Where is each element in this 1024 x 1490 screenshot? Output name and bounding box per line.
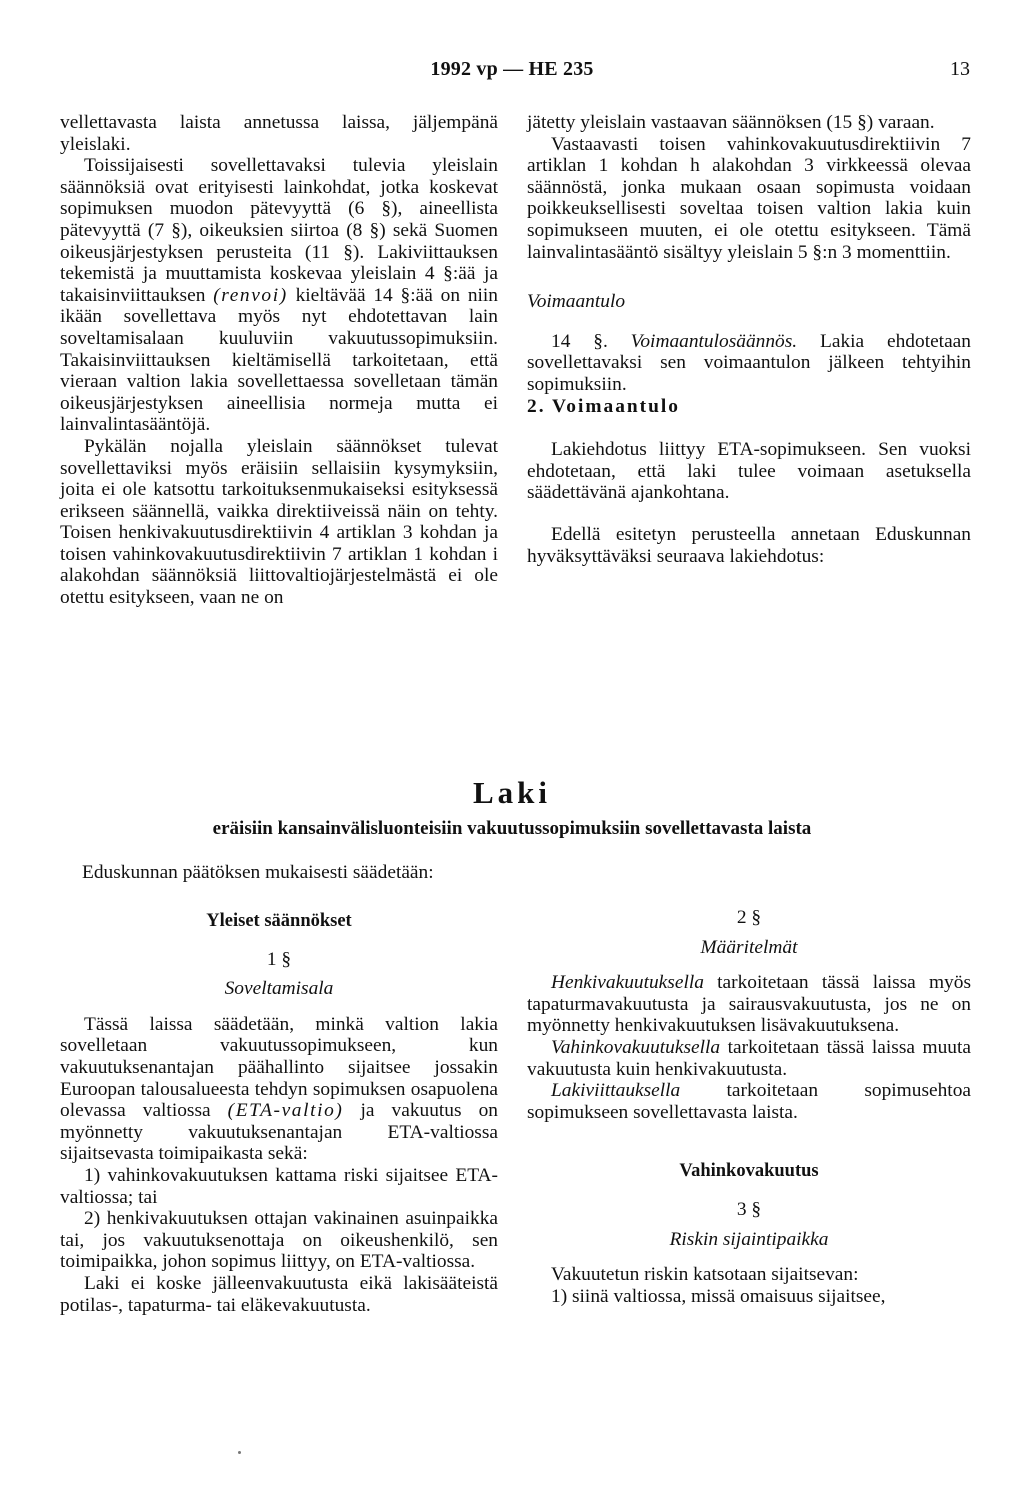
paragraph: Edellä esitetyn perusteella annetaan Eduskunnan hyväksyttäväksi seuraava lakiehdotus: bbox=[527, 523, 971, 567]
column-lower-right bbox=[527, 905, 971, 1307]
renvoi-term: (renvoi) bbox=[213, 284, 288, 306]
section-heading-title: Voimaantulo bbox=[552, 395, 681, 417]
scan-speck bbox=[238, 1451, 241, 1454]
defined-term: Henkivakuutuksella bbox=[551, 972, 704, 994]
section-number: 14 §. bbox=[551, 330, 631, 352]
chapter-heading: Yleiset säännökset bbox=[206, 911, 352, 931]
definition-paragraph bbox=[527, 1037, 971, 1080]
law-subtitle: eräisiin kansainvälisluonteisiin vakuutussopimuksiin sovellettavasta laista bbox=[212, 818, 812, 839]
defined-term: Vahinkovakuutuksella bbox=[551, 1036, 721, 1058]
text-run: tarkoitetaan sopimusehtoa sopimukseen sovellettavasta laista. bbox=[527, 1080, 971, 1123]
text-run: Tässä laissa säädetään, minkä valtion lakia sovelletaan vakuutussopimukseen, kun vakuutuksenantajan päähallinto sijaitsee jossakin Euroopan talousalueesta tehdyn sopimuksen osapuolena olevassa valtiossa bbox=[60, 1013, 498, 1122]
text-run: kieltävää 14 §:ää on niin ikään sovellettava myös nyt ehdotettavan lain soveltamisalaan kuuluviin vakuutussopimuksiin. Takaisinviittauksen kieltämisellä tarkoitetaan, että vieraan valtion lakia sovellettaessa sovelletaan tämän oikeusjärjestyksen aineellisia normeja mutta ei lainvalintasääntöjä. bbox=[60, 284, 499, 436]
paragraph: vellettavasta laista annetussa laissa, jäljempänä yleislaki. bbox=[60, 112, 498, 155]
eta-term: (ETA-valtio) bbox=[227, 1100, 344, 1122]
paragraph: Vastaavasti toisen vahinkovakuutusdirektiivin 7 artiklan 1 kohdan h alakohdan 3 virkkeessä olevaa säännöstä, jonka mukaan osaan sopimusta voidaan poikkeuksellisesti soveltaa toisen valtion lakia kuin sopimukseen muuten, ei ole otettu esitykseen. Tämä lainvalintasääntö sisältyy yleislain 5 §:n 3 momenttiin. bbox=[527, 133, 971, 263]
list-item: 2) henkivakuutuksen ottajan vakinainen asuinpaikka tai, jos vakuutuksenottaja on oikeushenkilö, sen toimipaikka, johon sopimus liittyy, on ETA-valtiossa. bbox=[60, 1208, 498, 1273]
text-run: tarkoitetaan tässä laissa myös tapaturmavakuutusta ja sairausvakuutusta, jos ne on myönnetty henkivakuutuksen lisävakuutuksena. bbox=[527, 972, 971, 1037]
text-run: Lakia ehdotetaan sovellettavaksi sen voimaantulon jälkeen tehtyihin sopimuksiin. bbox=[527, 330, 971, 395]
text-run: ja vakuutus on myönnetty vakuutuksenantajan ETA-valtiossa sijaitsevasta toimipaikasta sekä: bbox=[60, 1100, 498, 1165]
subheading-voimaantulo: Voimaantulo bbox=[527, 291, 626, 313]
definition-paragraph bbox=[527, 1080, 971, 1123]
section-number: 3 § bbox=[736, 1198, 762, 1220]
section-title: Riskin sijaintipaikka bbox=[669, 1228, 829, 1250]
paragraph: Lakiehdotus liittyy ETA-sopimukseen. Sen vuoksi ehdotetaan, että laki tulee voimaan asetuksella säädettävänä ajankohtana. bbox=[527, 439, 971, 504]
running-head: 1992 vp — HE 235 bbox=[430, 58, 594, 80]
list-item: 1) siinä valtiossa, missä omaisuus sijaitsee, bbox=[551, 1285, 886, 1307]
column-lower-left bbox=[60, 905, 498, 1316]
page-number: 13 bbox=[950, 58, 970, 80]
column-upper-left bbox=[60, 112, 498, 609]
paragraph: Vakuutetun riskin katsotaan sijaitsevan: bbox=[551, 1264, 859, 1286]
section-heading bbox=[527, 396, 971, 418]
list-item: 1) vahinkovakuutuksen kattama riski sijaitsee ETA-valtiossa; tai bbox=[60, 1164, 498, 1208]
paragraph: Laki ei koske jälleenvakuutusta eikä lakisääteistä potilas-, tapaturma- tai eläkevakuutusta. bbox=[60, 1272, 498, 1316]
law-title: Laki bbox=[472, 775, 552, 810]
section-title: Voimaantulosäännös. bbox=[630, 330, 798, 352]
section-title: Soveltamisala bbox=[224, 978, 334, 1000]
paragraph: Pykälän nojalla yleislain säännökset tulevat sovellettaviksi myös eräisiin sellaisiin kysymyksiin, joita ei ole katsottu tarkoituksenmukaiseksi esityksessä erikseen säännellä, vaikka direktiiveissä näin on tehty. Toisen henkivakuutusdirektiivin 4 artiklan 3 kohdan ja toisen vahinkovakuutusdirektiivin 7 artiklan 1 kohdan i alakohdan säännöksiä liittovaltiojärjestelmästä ei ole otettu esitykseen, vaan ne on bbox=[60, 435, 498, 609]
text-run: tarkoitetaan tässä laissa muuta vakuutusta kuin henkivakuutusta. bbox=[527, 1036, 971, 1080]
section-number: 1 § bbox=[266, 948, 292, 970]
defined-term: Lakiviittauksella bbox=[551, 1080, 681, 1102]
spacer bbox=[527, 504, 971, 524]
paragraph bbox=[527, 331, 971, 396]
text-run: Toissijaisesti sovellettavaksi tulevia yleislain säännöksiä ovat erityisesti lainkohdat, jotka koskevat sopimuksen muodon pätevyyttä (6 §), aineellista pätevyyttä (7 §), oikeuksien siirtoa (8 §) sekä Suomen oikeusjärjestyksen perusteita (11 §). Lakiviittauksen tekemistä ja muuttamista koskevaa yleislain 4 §:ää ja takaisinviittauksen bbox=[60, 155, 498, 306]
column-upper-right bbox=[527, 112, 971, 567]
paragraph: jätetty yleislain vastaavan säännöksen (15 §) varaan. bbox=[527, 112, 935, 133]
section-heading-number: 2. bbox=[527, 395, 546, 417]
paragraph bbox=[60, 1014, 498, 1165]
enactment-clause: Eduskunnan päätöksen mukaisesti säädetään: bbox=[82, 862, 434, 883]
chapter-heading: Vahinkovakuutus bbox=[679, 1161, 819, 1182]
section-number: 2 § bbox=[736, 907, 762, 928]
definition-paragraph bbox=[527, 972, 971, 1037]
section-title: Määritelmät bbox=[700, 936, 798, 958]
paragraph bbox=[60, 155, 498, 436]
